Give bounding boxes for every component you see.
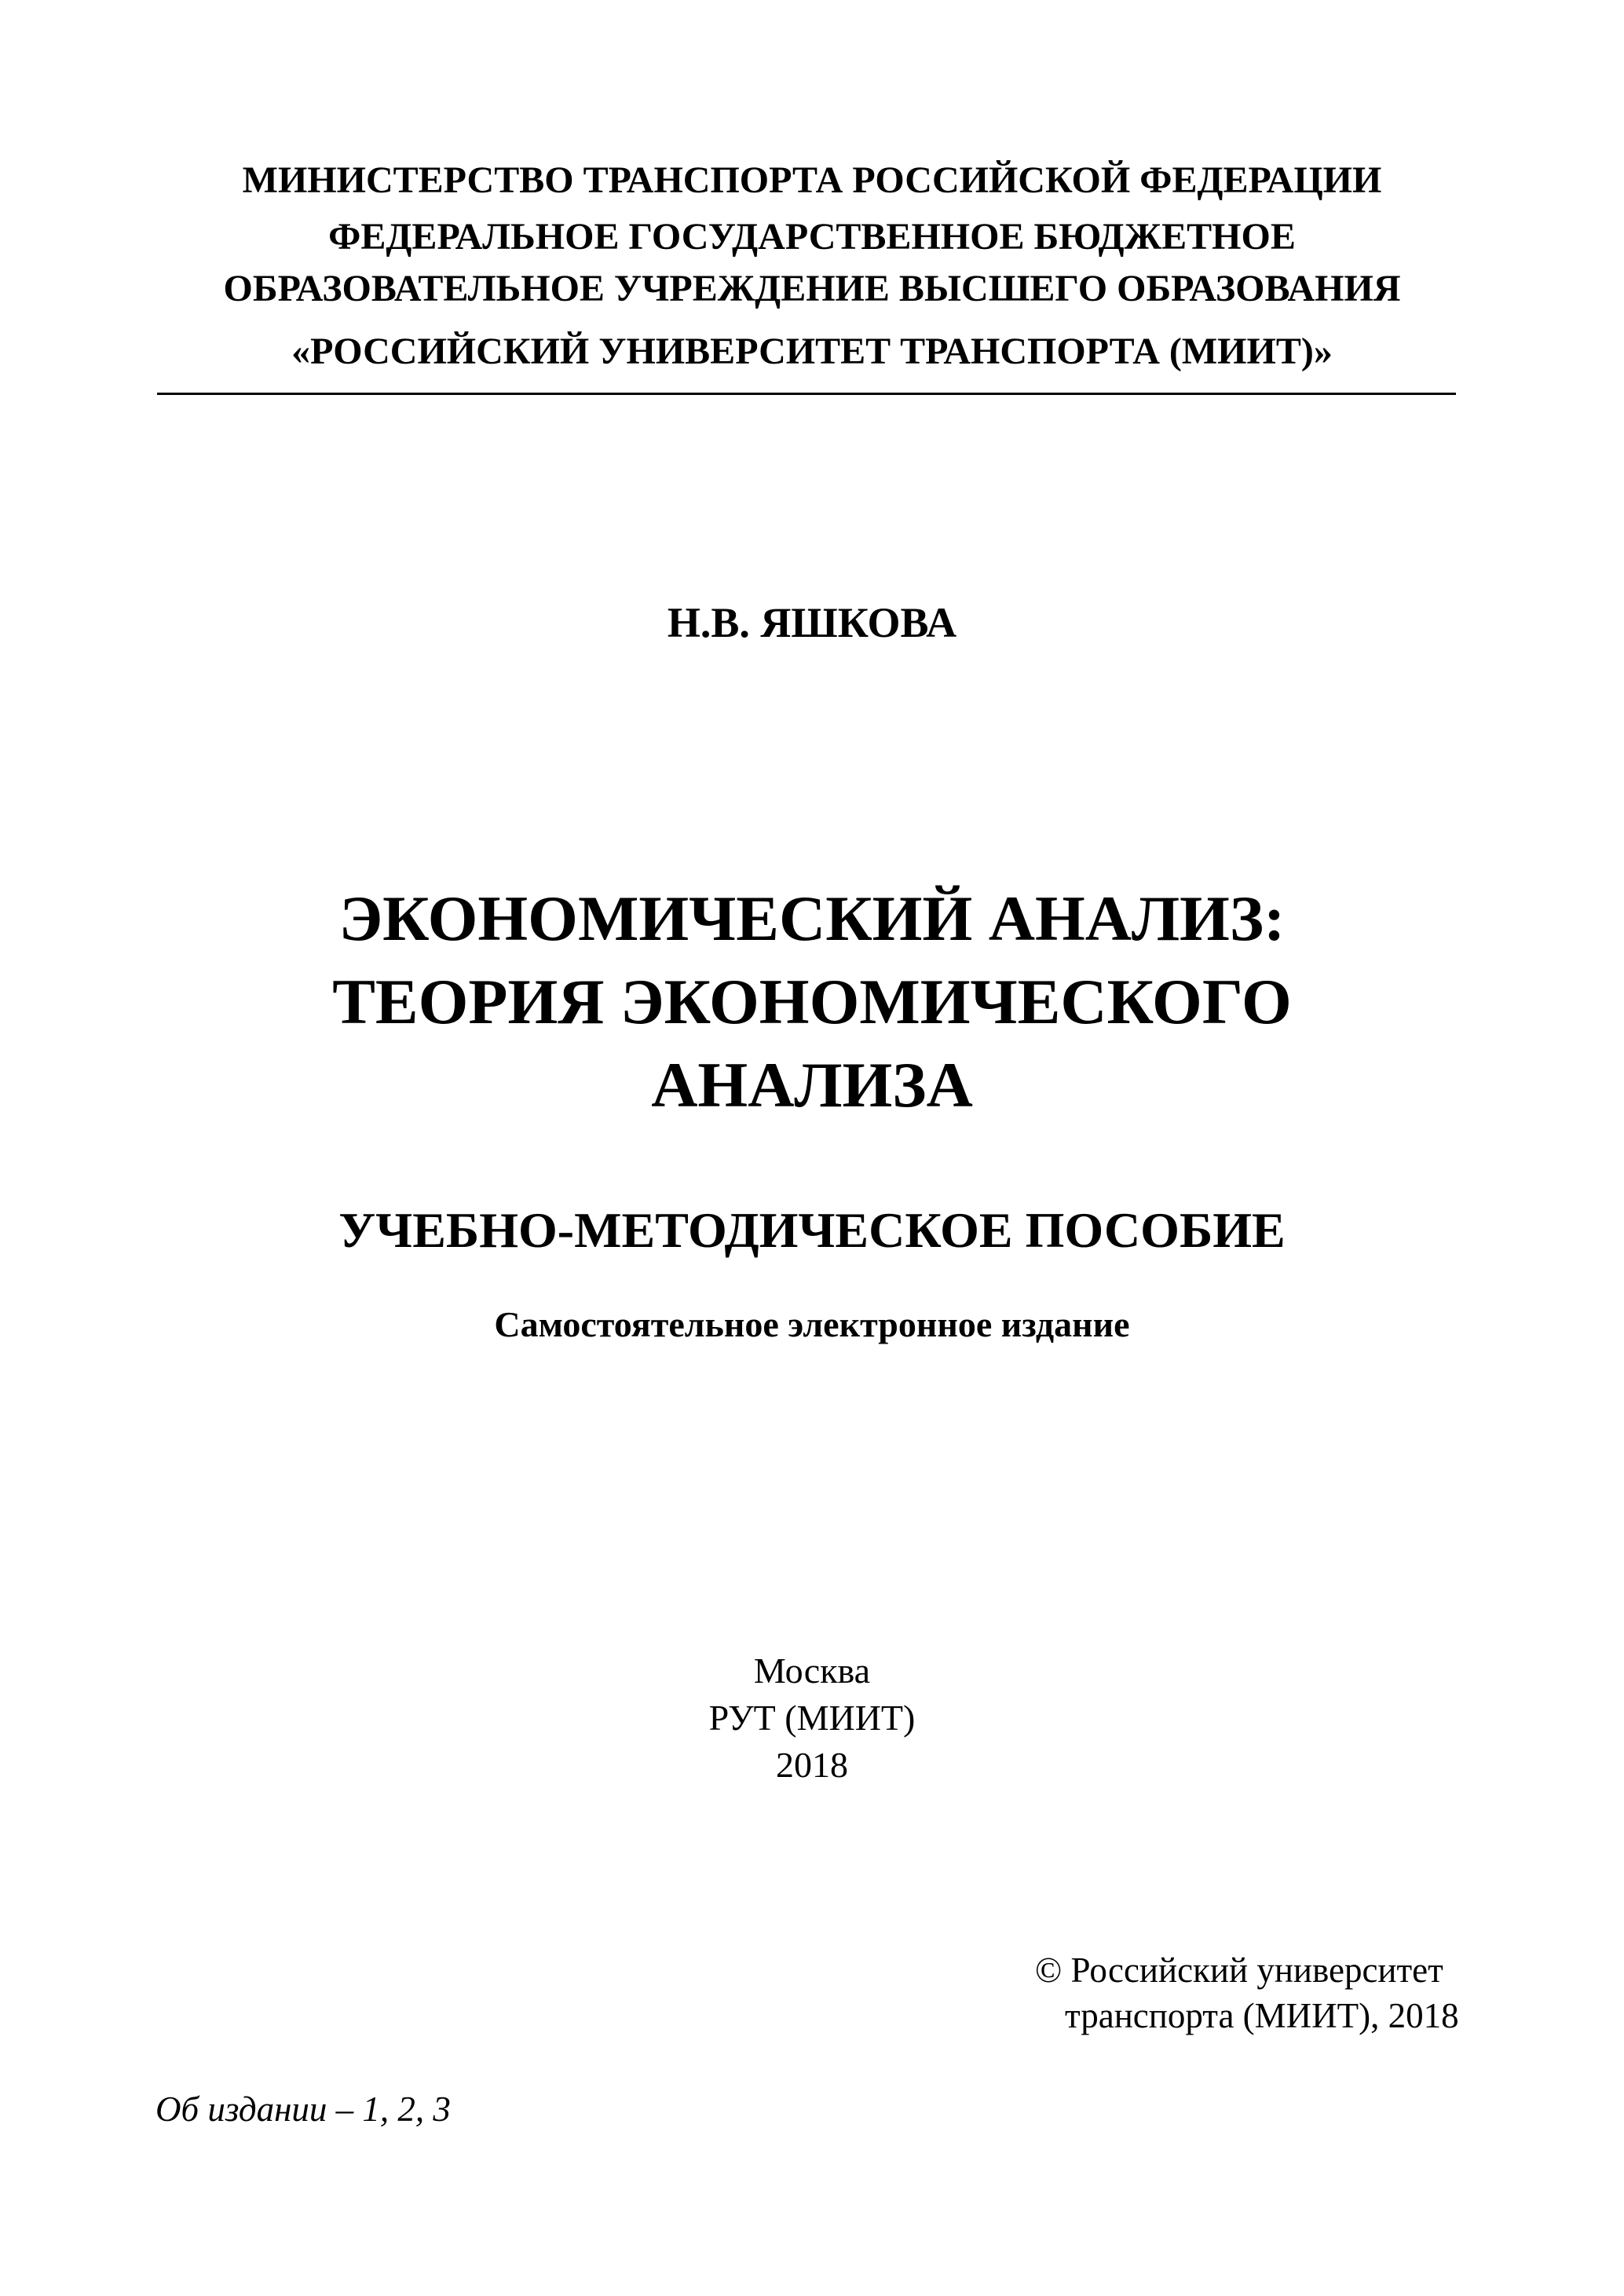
author-name: Н.В. ЯШКОВА (667, 599, 957, 646)
copyright-line-1: © Российский университет (1035, 1951, 1443, 1990)
imprint-city: Москва (753, 1651, 871, 1691)
imprint-year: 2018 (776, 1745, 848, 1785)
edition-type: Самостоятельное электронное издание (494, 1304, 1130, 1344)
institution-type-line-1: ФЕДЕРАЛЬНОЕ ГОСУДАРСТВЕННОЕ БЮДЖЕТНОЕ (328, 216, 1296, 258)
university-name-line: «РОССИЙСКИЙ УНИВЕРСИТЕТ ТРАНСПОРТА (МИИТ)» (291, 331, 1333, 372)
header-divider (157, 393, 1456, 395)
ministry-line: МИНИСТЕРСТВО ТРАНСПОРТА РОССИЙСКОЙ ФЕДЕРАЦИИ (242, 159, 1382, 201)
title-line-2: ТЕОРИЯ ЭКОНОМИЧЕСКОГО (332, 966, 1292, 1037)
institution-type-line-2: ОБРАЗОВАТЕЛЬНОЕ УЧРЕЖДЕНИЕ ВЫСШЕГО ОБРАЗОВАНИЯ (223, 268, 1401, 309)
imprint-publisher: РУТ (МИИТ) (708, 1698, 916, 1738)
about-edition-link[interactable]: Об издании – 1, 2, 3 (155, 2089, 451, 2129)
subtitle: УЧЕБНО-МЕТОДИЧЕСКОЕ ПОСОБИЕ (338, 1202, 1286, 1258)
title-line-1: ЭКОНОМИЧЕСКИЙ АНАЛИЗ: (338, 883, 1286, 954)
copyright-notice (1035, 1947, 1459, 2038)
copyright-line-2: транспорта (МИИТ), 2018 (1065, 1996, 1459, 2035)
title-line-3: АНАЛИЗА (651, 1049, 973, 1121)
